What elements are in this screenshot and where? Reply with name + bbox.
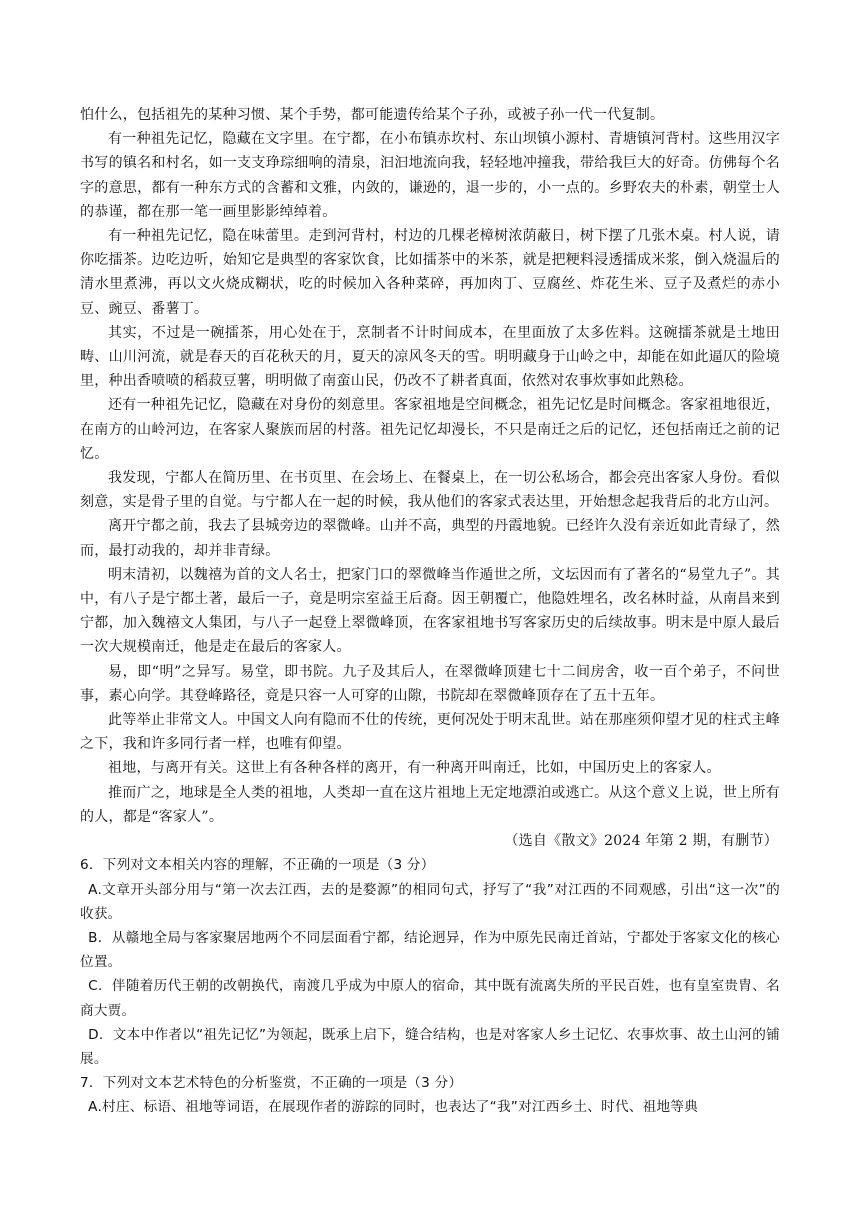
paragraph-10: 此等举止非常文人。中国文人向有隐而不仕的传统，更何况处于明末乱世。站在那座须仰望才见的柱式主峰之下，我和许多同行者一样，也唯有仰望。 <box>80 712 780 753</box>
question-7 <box>80 1071 780 1119</box>
question-stem: 7．下列对文本艺术特色的分析鉴赏，不正确的一项是（3 分） <box>80 1075 463 1092</box>
paragraph-9: 易，即“明”之异写。易堂，即书院。九子及其后人，在翠微峰顶建七十二间房舍，收一百个弟子，不问世事，素心向学。其登峰路径，竟是只容一人可穿的山隙，书院却在翠微峰顶存在了五十五年。 <box>80 663 780 704</box>
question-stem: 6．下列对文本相关内容的理解，不正确的一项是（3 分） <box>80 857 435 874</box>
paragraph-5: 还有一种祖先记忆，隐藏在对身份的刻意里。客家祖地是空间概念，祖先记忆是时间概念。客家祖地很近，在南方的山岭河边，在客家人聚族而居的村落。祖先记忆却漫长，不只是南迁之后的记忆，还包括南迁之前的记忆。 <box>80 397 780 462</box>
option-a: A.文章开头部分用与“第一次去江西，去的是婺源”的相同句式，抒写了“我”对江西的不同观感，引出“这一次”的收获。 <box>80 881 780 922</box>
option-b: B．从赣地全局与客家聚居地两个不同层面看宁都，结论迥异，作为中原先民南迁首站，宁都处于客家文化的核心位置。 <box>80 929 780 971</box>
option-d: D．文本中作者以“祖先记忆”为领起，既承上启下，缝合结构，也是对客家人乡土记忆、农事炊事、故土山河的铺展。 <box>80 1026 780 1067</box>
source-citation: （选自《散文》2024 年第 2 期，有删节） <box>504 833 778 850</box>
document-body <box>80 103 780 1120</box>
question-6 <box>80 853 780 1071</box>
option-a: A.村庄、标语、祖地等词语，在展现作者的游踪的同时，也表达了“我”对江西乡土、时代、祖地等典 <box>88 1099 699 1116</box>
paragraph-7: 离开宁都之前，我去了县城旁边的翠微峰。山并不高，典型的丹霞地貌。已经许久没有亲近如此青绿了，然而，最打动我的，却并非青绿。 <box>80 518 780 559</box>
paragraph-8: 明末清初，以魏禧为首的文人名士，把家门口的翠微峰当作遁世之所，文坛因而有了著名的“易堂九子”。其中，有八子是宁都土著，最后一子，竟是明宗室益王后裔。因王朝覆亡，他隐姓埋名，改名林时益，从南昌来到宁都，加入魏禧文人集团，与八子一起登上翠微峰顶，在客家祖地书写客家历史的后续故事。明末是中原人最后一次大规模南迁，他是走在最后的客家人。 <box>80 566 780 656</box>
paragraph-2: 有一种祖先记忆，隐藏在文字里。在宁都，在小布镇赤坎村、东山坝镇小源村、青塘镇河背村。这些用汉字书写的镇名和村名，如一支支琤琮细响的清泉，汩汩地流向我，轻轻地冲撞我，带给我巨大的好奇。仿佛每个名字的意思，都有一种东方式的含蓄和文雅，内敛的，谦逊的，退一步的，小一点的。乡野农夫的朴素，朝堂士人的恭谨，都在那一笔一画里影影绰绰着。 <box>80 131 780 220</box>
paragraph-4: 其实，不过是一碗擂茶，用心处在于，烹制者不计时间成本，在里面放了太多佐料。这碗擂茶就是土地田畴、山川河流，就是春天的百花秋天的月，夏天的凉风冬天的雪。明明藏身于山岭之中，却能在如此逼仄的险境里，种出香喷喷的稻菽豆薯，明明做了南蛮山民，仍改不了耕者真面，依然对农事炊事如此熟稔。 <box>80 324 780 390</box>
paragraph-6: 我发现，宁都人在简历里、在书页里、在会场上、在餐桌上，在一切公私场合，都会亮出客家人身份。看似刻意，实是骨子里的自觉。与宁都人在一起的时候，我从他们的客家式表达里，开始想念起我背后的北方山河。 <box>80 470 780 511</box>
paragraph-12: 推而广之，地球是全人类的祖地，人类却一直在这片祖地上无定地漂泊或逃亡。从这个意义上说，世上所有的人，都是“客家人”。 <box>80 784 780 825</box>
paragraph-3: 有一种祖先记忆，隐在味蕾里。走到河背村，村边的几棵老樟树浓荫蔽日，树下摆了几张木桌。村人说，请你吃擂茶。边吃边听，始知它是典型的客家饮食，比如擂茶中的米茶，就是把粳料浸透擂成米浆，倒入烧温后的清水里煮沸，再以文火烧成糊状，吃的时候加入各种菜碎，再加肉丁、豆腐丝、炸花生米、豆子及煮烂的赤小豆、豌豆、番薯丁。 <box>80 228 780 317</box>
paragraph-1: 怕什么，包括祖先的某种习惯、某个手势，都可能遗传给某个子孙，或被子孙一代一代复制。 <box>80 107 665 123</box>
paragraph-11: 祖地，与离开有关。这世上有各种各样的离开，有一种离开叫南迁，比如，中国历史上的客家人。 <box>108 760 721 777</box>
option-c: C．伴随着历代王朝的改朝换代，南渡几乎成为中原人的宿命，其中既有流离失所的平民百姓，也有皇室贵胄、名商大贾。 <box>80 978 780 1019</box>
